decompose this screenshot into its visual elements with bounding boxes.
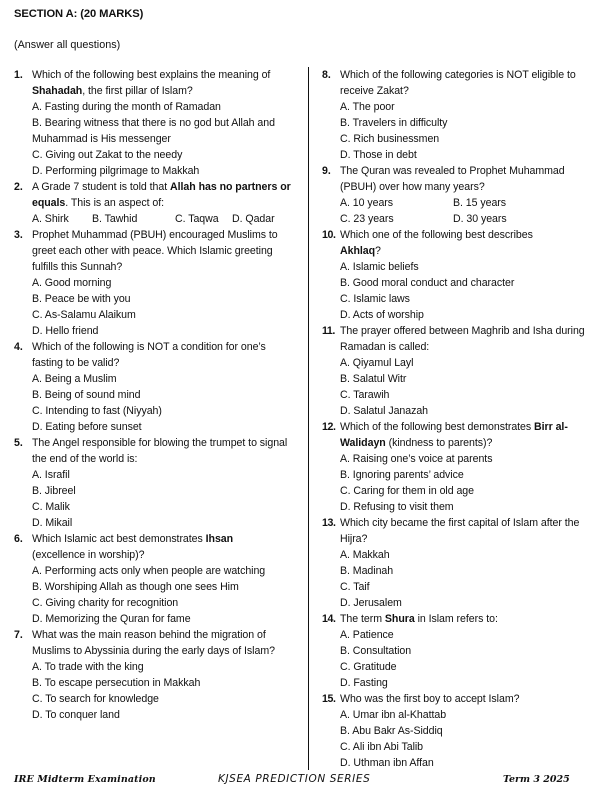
option-c: C. Islamic laws [340,293,410,305]
option-d: D. Salatul Janazah [340,405,429,417]
question-7 [14,627,302,723]
question-2 [14,179,302,227]
option-c: C. Gratitude [340,661,397,673]
question-8 [322,67,604,163]
question-number: 9. [322,165,331,177]
option-a: A. Umar ibn al-Khattab [340,709,447,721]
option-b: B. Tawhid [92,213,138,225]
option-a: A. Good morning [32,277,112,289]
question-number: 15. [322,693,336,705]
footer-exam-title: IRE Midterm Examination [14,774,156,785]
option-a: A. Israfil [32,469,70,481]
option-d: D. Mikail [32,517,73,529]
option-c: C. As-Salamu Alaikum [32,309,136,321]
option-b: B. Good moral conduct and character [340,277,515,289]
option-a: A. The poor [340,101,395,113]
option-d: D. Qadar [232,213,275,225]
option-c: C. 23 years [340,213,394,225]
question-11 [322,323,604,419]
question-text: Prophet Muhammad (PBUH) encouraged Muslims to greet each other with peace. Which Islamic greeting fulfills this Sunnah? [32,229,278,273]
option-b: B. 15 years [453,197,507,209]
question-text: Which Islamic act best demonstrates Ihsan (excellence in worship)? [32,533,234,561]
option-d: D. Hello friend [32,325,99,337]
column-divider [308,67,309,770]
option-d: D. Jerusalem [340,597,402,609]
option-a: A. Qiyamul Layl [340,357,414,369]
question-text: Which of the following best demonstrates Birr al-Walidayn (kindness to parents)? [340,421,568,449]
question-number: 14. [322,613,336,625]
option-b: B. Salatul Witr [340,373,407,385]
option-a: A. To trade with the king [32,661,144,673]
question-text: The Quran was revealed to Prophet Muhammad (PBUH) over how many years? [340,165,565,193]
option-c: C. Malik [32,501,70,513]
option-c: C. Giving out Zakat to the needy [32,149,183,161]
option-c: C. Ali ibn Abi Talib [340,741,424,753]
option-c: C. Rich businessmen [340,133,440,145]
question-text: Which city became the first capital of Islam after the Hijra? [340,517,580,545]
question-text: A Grade 7 student is told that Allah has no partners or equals. This is an aspect of: [32,181,291,209]
option-d: D. Acts of worship [340,309,424,321]
option-a: A. Patience [340,629,394,641]
option-d: D. Uthman ibn Affan [340,757,434,769]
question-number: 11. [322,325,335,337]
question-4 [14,339,302,435]
option-b: B. Madinah [340,565,394,577]
question-number: 13. [322,517,336,529]
question-text: Who was the first boy to accept Islam? [340,693,520,705]
question-number: 10. [322,229,336,241]
question-text: The prayer offered between Maghrib and Isha during Ramadan is called: [340,325,585,353]
question-number: 3. [14,229,23,241]
question-5 [14,435,302,531]
question-text: Which one of the following best describes Akhlaq? [340,229,533,257]
question-6 [14,531,302,627]
question-number: 2. [14,181,23,193]
option-d: D. 30 years [453,213,507,225]
question-10 [322,227,604,323]
option-c: C. Intending to fast (Niyyah) [32,405,162,417]
option-b: B. Ignoring parents’ advice [340,469,464,481]
option-a: A. Performing acts only when people are watching [32,565,266,577]
question-text: What was the main reason behind the migration of Muslims to Abyssinia during the early days of Islam? [32,629,275,657]
question-9 [322,163,604,227]
left-column [14,67,302,723]
option-b: B. Travelers in difficulty [340,117,448,129]
question-1 [14,67,302,179]
option-b: B. To escape persecution in Makkah [32,677,201,689]
question-number: 5. [14,437,23,449]
option-d: D. Those in debt [340,149,417,161]
question-number: 12. [322,421,336,433]
question-13 [322,515,604,611]
question-number: 7. [14,629,23,641]
option-b: B. Being of sound mind [32,389,141,401]
option-b: B. Jibreel [32,485,76,497]
option-d: D. Refusing to visit them [340,501,454,513]
option-a: A. Fasting during the month of Ramadan [32,101,221,113]
right-column [322,67,604,771]
footer-series: KJSEA PREDICTION SERIES [218,773,371,785]
question-3 [14,227,302,339]
question-number: 1. [14,69,23,81]
option-a: A. Being a Muslim [32,373,117,385]
options-row [32,211,302,227]
question-text: Which of the following categories is NOT eligible to receive Zakat? [340,69,576,97]
page-footer [0,773,612,791]
option-c: C. Tarawih [340,389,390,401]
option-c: C. Taif [340,581,370,593]
option-b: B. Peace be with you [32,293,131,305]
question-15 [322,691,604,771]
option-c: C. Taqwa [175,213,219,225]
instructions: (Answer all questions) [14,39,121,51]
question-number: 4. [14,341,23,353]
option-a: A. Raising one’s voice at parents [340,453,493,465]
options-row [340,211,604,227]
question-number: 6. [14,533,23,545]
option-b: B. Bearing witness that there is no god but Allah and Muhammad is His messenger [32,117,275,145]
option-d: D. Performing pilgrimage to Makkah [32,165,200,177]
question-12 [322,419,604,515]
section-title: SECTION A: (20 MARKS) [14,8,144,20]
question-text: The Angel responsible for blowing the trumpet to signal the end of the world is: [32,437,288,465]
option-b: B. Abu Bakr As-Siddiq [340,725,443,737]
options-row [340,195,604,211]
footer-term: Term 3 2025 [503,774,570,785]
option-d: D. To conquer land [32,709,120,721]
option-d: D. Fasting [340,677,388,689]
option-a: A. Makkah [340,549,390,561]
question-text: The term Shura in Islam refers to: [340,613,498,625]
question-14 [322,611,604,691]
option-a: A. Shirk [32,213,69,225]
option-a: A. Islamic beliefs [340,261,419,273]
option-a: A. 10 years [340,197,394,209]
question-text: Which of the following best explains the meaning of Shahadah, the first pillar of Islam? [32,69,271,97]
question-number: 8. [322,69,331,81]
question-text: Which of the following is NOT a condition for one’s fasting to be valid? [32,341,266,369]
option-d: D. Memorizing the Quran for fame [32,613,191,625]
option-d: D. Eating before sunset [32,421,142,433]
option-c: C. Giving charity for recognition [32,597,179,609]
option-c: C. To search for knowledge [32,693,159,705]
option-b: B. Consultation [340,645,412,657]
option-b: B. Worshiping Allah as though one sees Him [32,581,239,593]
option-c: C. Caring for them in old age [340,485,474,497]
